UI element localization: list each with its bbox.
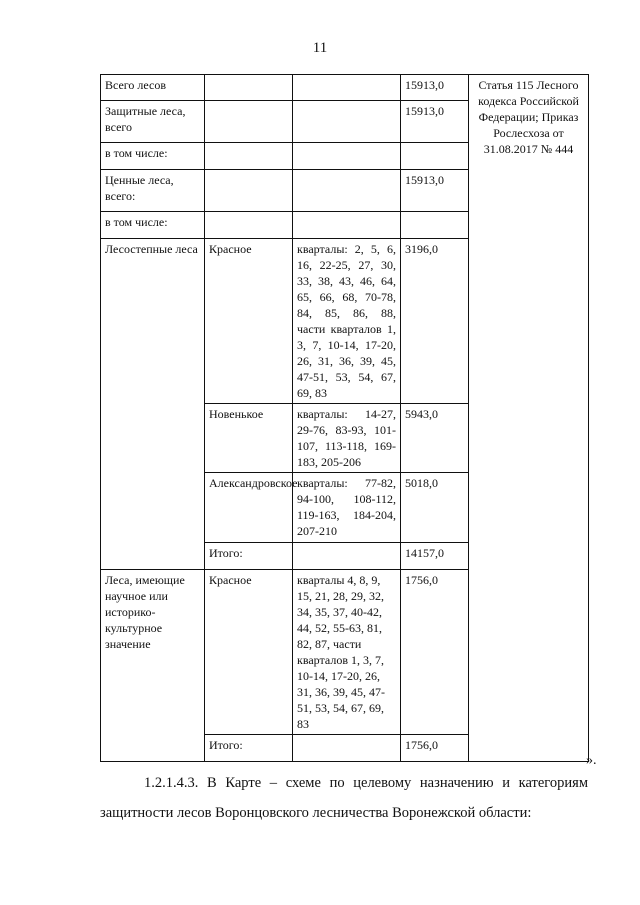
district-cell: Красное xyxy=(205,239,293,404)
total-area: 1756,0 xyxy=(401,735,469,762)
quarters-cell: кварталы 4, 8, 9, 15, 21, 28, 29, 32, 34, 35, 37, 40-42, 44, 52, 55-63, 81, 82, 87, части кварталов 1, 3, 7, 10-14, 17-20, 26, 31, 36, 39, 45, 47-51, 53, 54, 67, 69, 83 xyxy=(293,570,401,735)
paragraph-line: 1.2.1.4.3. В Карте – схеме по целевому назначению и категориям xyxy=(144,775,588,791)
category-cell: Леса, имеющие научное или историко-культурное значение xyxy=(101,570,205,762)
area-cell: 5943,0 xyxy=(401,404,469,473)
total-label: Итого: xyxy=(205,735,293,762)
category-cell: Защитные леса, всего xyxy=(101,101,205,143)
area-cell: 15913,0 xyxy=(401,170,469,212)
area-cell: 15913,0 xyxy=(401,101,469,143)
quarters-cell: кварталы: 14-27, 29-76, 83-93, 101-107, 113-118, 169-183, 205-206 xyxy=(293,404,401,473)
area-cell: 1756,0 xyxy=(401,570,469,735)
legal-basis-cell: Статья 115 Лесного кодекса Российской Федерации; Приказ Рослесхоза от 31.08.2017 № 444 xyxy=(469,75,589,762)
category-cell: Ценные леса, всего: xyxy=(101,170,205,212)
closing-quote: ». xyxy=(586,753,597,768)
total-area: 14157,0 xyxy=(401,543,469,570)
district-cell: Новенькое xyxy=(205,404,293,473)
category-cell: Всего лесов xyxy=(101,75,205,101)
area-cell: 3196,0 xyxy=(401,239,469,404)
district-cell: Красное xyxy=(205,570,293,735)
quarters-cell: кварталы: 77-82, 94-100, 108-112, 119-163, 184-204, 207-210 xyxy=(293,473,401,543)
category-cell: в том числе: xyxy=(101,143,205,170)
area-cell: 15913,0 xyxy=(401,75,469,101)
forest-category-table xyxy=(100,74,589,762)
page-number: 11 xyxy=(312,40,328,56)
district-cell: Александровское xyxy=(205,473,293,543)
quarters-cell: кварталы: 2, 5, 6, 16, 22-25, 27, 30, 33, 38, 43, 46, 64, 65, 66, 68, 70-78, 84, 85, 86, 88, части кварталов 1, 3, 7, 10-14, 17-20, 26, 31, 36, 39, 45, 47-51, 53, 54, 67, 69, 83 xyxy=(293,239,401,404)
table-row xyxy=(101,75,589,101)
paragraph-line: защитности лесов Воронцовского лесничества Воронежской области: xyxy=(100,805,532,821)
category-cell: Лесостепные леса xyxy=(101,239,205,570)
category-cell: в том числе: xyxy=(101,212,205,239)
area-cell: 5018,0 xyxy=(401,473,469,543)
total-label: Итого: xyxy=(205,543,293,570)
